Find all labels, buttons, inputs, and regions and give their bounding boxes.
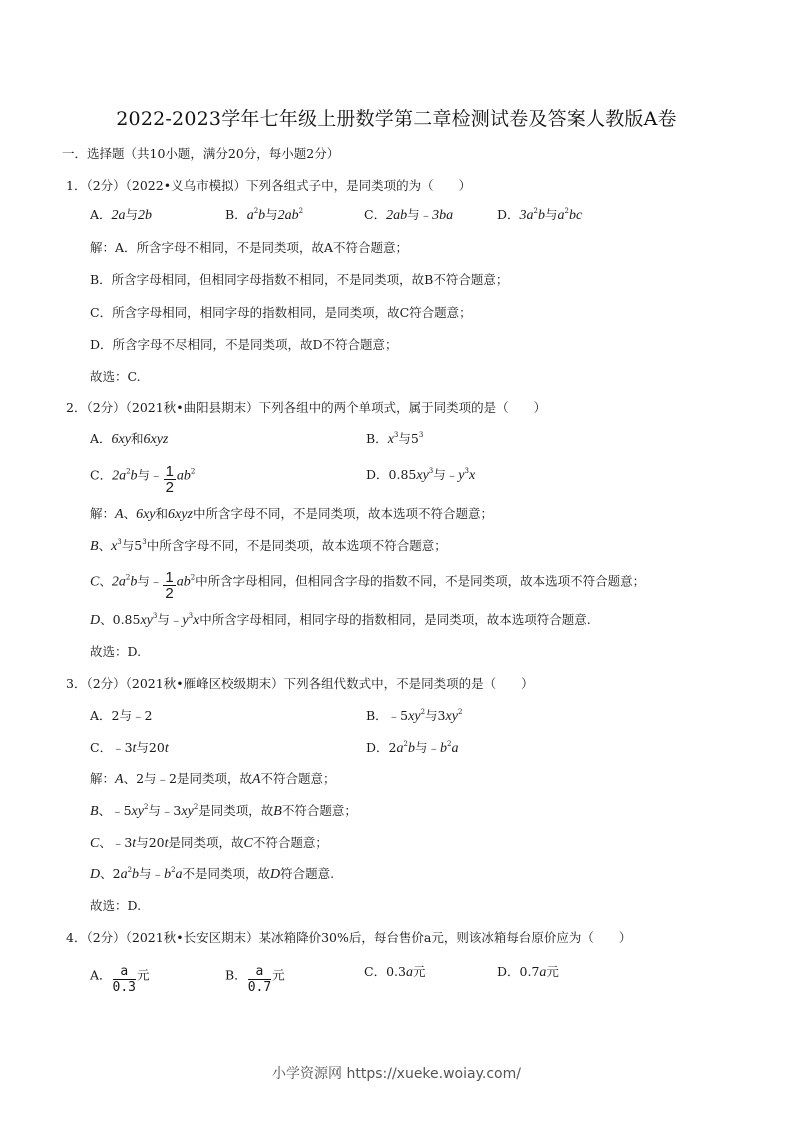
fraction-a-over-0.3: $\frac{a}{0.3}$ xyxy=(112,964,137,995)
question-2-option-c: C．$2a^2b$与﹣ $\frac{1}{2}$ $ab^2$ xyxy=(90,463,196,496)
question-3-solution-line: C、﹣3t与20t是同类项，故C不符合题意； xyxy=(90,835,328,851)
page-title: 2022-2023学年七年级上册数学第二章检测试卷及答案人教版A卷 xyxy=(116,108,677,130)
fraction-one-half: $\frac{1}{2}$ xyxy=(165,569,174,602)
question-1-stem: 1．（2分）（2022•义乌市模拟）下列各组式子中，是同类项的为（ ） xyxy=(66,178,472,193)
question-1-option-a: A．2a与2b xyxy=(90,207,153,223)
question-2-option-b: B．$x^3$与$5^3$ xyxy=(366,431,424,447)
watermark-footer: 小学资源网 https://xueke.woiay.com/ xyxy=(272,1066,521,1082)
question-3-option-a: A．2与﹣2 xyxy=(90,708,153,723)
question-3-solution-line: D、$2a^2b$与$﹣b^2a$不是同类项，故D符合题意. xyxy=(90,866,335,882)
question-4-option-b: B． $\frac{a}{0.7}$ 元 xyxy=(225,964,285,995)
question-1-solution-line: D．所含字母不尽相同，不是同类项，故D不符合题意； xyxy=(90,337,398,352)
question-3-solution-line: B、$﹣5xy^2$与$﹣3xy^2$是同类项，故B不符合题意； xyxy=(90,803,357,819)
question-4-option-d: D．0.7a元 xyxy=(497,964,559,980)
question-2-option-d: D．$0.85xy^3$与$﹣y^3x$ xyxy=(366,467,476,483)
question-2-solution-line: 解：A、6xy和6xyz中所含字母不同，不是同类项，故本选项不符合题意； xyxy=(90,506,493,522)
question-3-option-d: D．$2a^2b$与$﹣b^2a$ xyxy=(366,740,459,756)
question-2-solution-line: D、$0.85xy^3$与$﹣y^3x$中所含字母相同，相同字母的指数相同，是同类项，故本选项符合题意. xyxy=(90,612,591,628)
question-1-option-d: D．$3a^2b$与$a^2bc$ xyxy=(497,207,583,223)
question-4-option-a: A． $\frac{a}{0.3}$ 元 xyxy=(90,964,150,995)
question-3-solution-line: 解：A、2与﹣2是同类项，故A不符合题意； xyxy=(90,771,336,787)
question-1-solution-line: C．所含字母相同，相同字母的指数相同，是同类项，故C符合题意； xyxy=(90,305,472,320)
question-3-option-b: B．$﹣5xy^2$与$3xy^2$ xyxy=(366,708,463,724)
question-4-stem: 4．（2分）（2021秋•长安区期末）某冰箱降价30%后，每台售价a元，则该冰箱每台原价应为（ ） xyxy=(66,930,632,945)
section-heading: 一．选择题（共10小题，满分20分，每小题2分） xyxy=(62,146,340,161)
question-4-option-c: C．0.3a元 xyxy=(364,964,426,980)
question-1-solution-line: 解：A．所含字母不相同，不是同类项，故A不符合题意； xyxy=(90,240,409,255)
question-1-option-b: B．$a^2b$与$2ab^2$ xyxy=(225,207,304,223)
fraction-a-over-0.7: $\frac{a}{0.7}$ xyxy=(247,964,272,995)
question-3-answer: 故选：D. xyxy=(90,898,142,913)
question-3-option-c: C．﹣3t与20t xyxy=(90,740,169,756)
question-1-answer: 故选：C. xyxy=(90,369,141,384)
question-3-stem: 3．（2分）（2021秋•雁峰区校级期末）下列各组代数式中，不是同类项的是（ ） xyxy=(66,676,534,691)
question-2-solution-line: B、$x^3$与$5^3$中所含字母不同，不是同类项，故本选项不符合题意； xyxy=(90,538,447,554)
question-1-solution-line: B．所含字母相同，但相同字母指数不相同，不是同类项，故B不符合题意； xyxy=(90,272,509,287)
question-2-option-a: A．6xy和6xyz xyxy=(90,431,169,447)
question-2-solution-line: C、$2a^2b$与﹣ $\frac{1}{2}$ $ab^2$中所含字母相同，但相同含字母的指数不同，不是同类项，故本选项不符合题意； xyxy=(90,569,646,602)
question-2-answer: 故选：D. xyxy=(90,644,142,659)
question-1-option-c: C．2ab与﹣3ba xyxy=(364,207,454,223)
question-2-stem: 2．（2分）（2021秋•曲阳县期末）下列各组中的两个单项式，属于同类项的是（ ） xyxy=(66,400,547,415)
fraction-one-half: $\frac{1}{2}$ xyxy=(165,463,174,496)
